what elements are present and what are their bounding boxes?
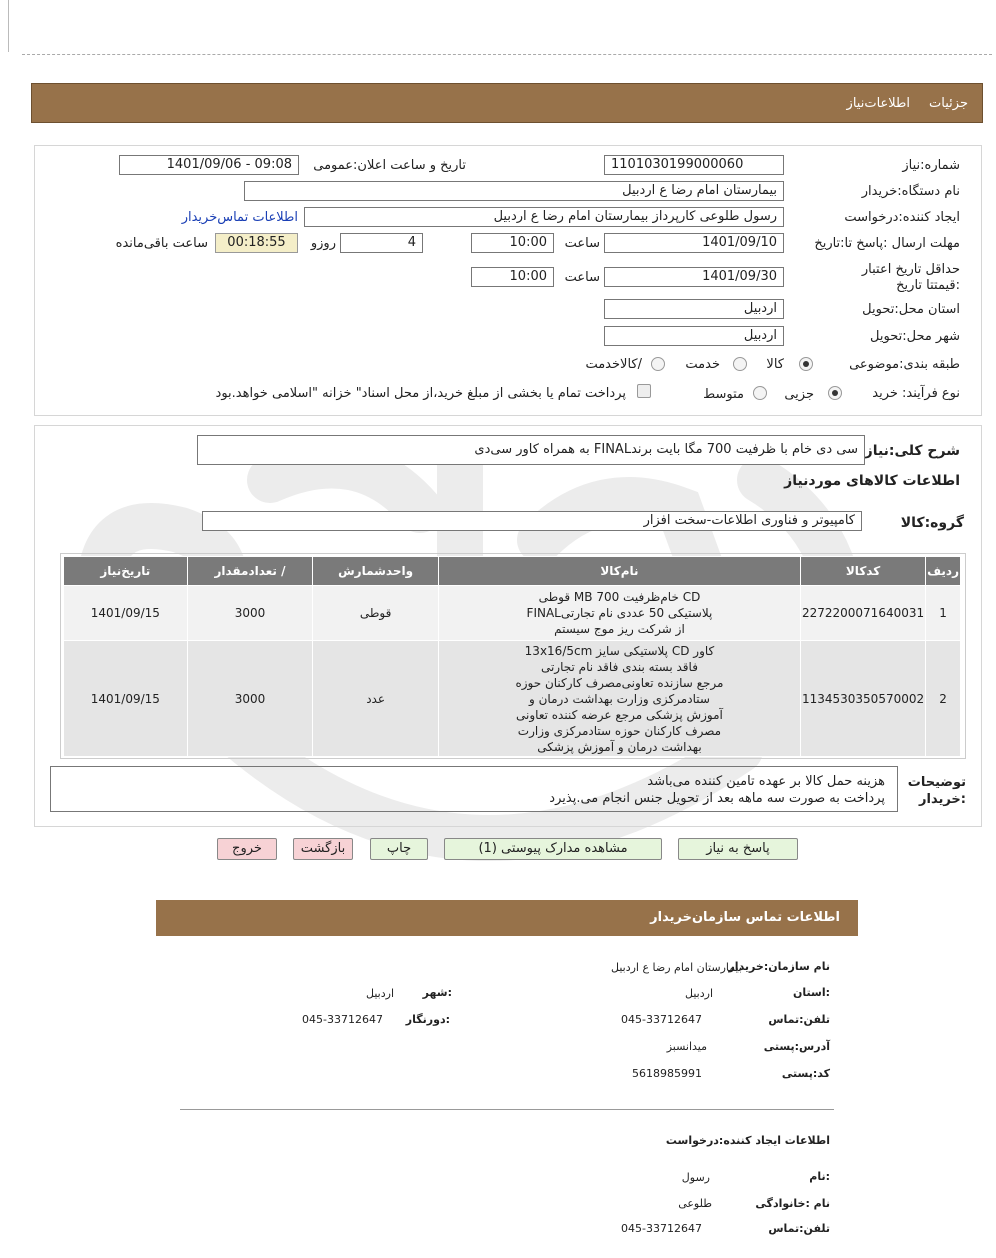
cell-date: 1401/09/15 [64,586,188,641]
validity-date-field: 1401/09/30 [604,267,784,287]
family-label: نام :خانوادگی [755,1197,830,1210]
buyer-contact-link[interactable]: اطلاعات تماس‌خریدار [181,210,298,225]
cell-name [438,641,800,757]
fax-label: :دورنگار [405,1013,450,1026]
creator-field: رسول طلوعی کارپرداز بیمارستان امام رضا ع اردبیل [304,207,784,227]
treasury-payment-note: پرداخت تمام یا بخشی از مبلغ خرید،از محل اسناد" خزانه "اسلامی خواهد.بود [215,386,626,401]
buyer-contact-header [156,900,858,936]
cell-row: 2 [926,641,961,757]
category-goods-label: کالا [766,357,784,372]
table-row [64,641,961,757]
col-code: کدکالا [800,557,925,586]
remaining-label: ساعت باقی‌مانده [115,236,208,251]
province-label: استان محل:تحویل [862,302,960,317]
validity-time-field: 10:00 [471,267,554,287]
name-line: CD خام‌ظرفیت 700 MB قوطی [538,590,701,604]
note-line-2: پرداخت به صورت سه ماهه بعد از تحویل جنس انجام می‌.پذیرد [549,791,885,806]
remaining-timer: 00:18:55 [215,233,298,253]
table-row [64,586,961,641]
days-label: روزو [310,236,336,251]
cell-code: 1134530350570002 [800,641,925,757]
deadline-date-field: 1401/09/10 [604,233,784,253]
city-field: اردبیل [604,326,784,346]
process-minor-radio[interactable] [828,386,842,400]
family-value: طلوعی [678,1197,712,1210]
contact-phone-label: تلفن:تماس [768,1013,830,1026]
deadline-time-label: ساعت [564,236,600,251]
cell-name [438,586,800,641]
fax-value: 045-33712647 [302,1013,383,1026]
validity-label: حداقل تاریخ اعتبار :قیمتتا تاریخ [861,262,960,293]
name-line: فاقد بسته بندی فاقد نام تجارتی [540,659,698,674]
cell-code: 2272200071640031 [800,586,925,641]
buyer-notes-label: توضیحات :خریدار [907,775,966,807]
col-name: نام‌کالا [438,557,800,586]
postal-value: 5618985991 [632,1067,702,1080]
creator-phone-label: تلفن:تماس [768,1222,830,1235]
goods-table [63,556,961,757]
buyer-field: بیمارستان امام رضا ع اردبیل [244,181,784,201]
col-qty: / تعدادمقدار [187,557,313,586]
process-medium-label: متوسط [703,387,744,402]
cell-qty: 3000 [187,641,313,757]
creator-info-title: اطلاعات ایجاد کننده:درخواست [665,1134,830,1147]
cell-date: 1401/09/15 [64,641,188,757]
cell-qty: 3000 [187,586,313,641]
category-goods-radio[interactable] [799,357,813,371]
name-line: کاور CD پلاستیکی سایز 13x16/5cm [524,643,715,658]
need-info-tab[interactable]: اطلاعات‌نیاز [846,96,910,111]
creator-label: ایجاد کننده:درخواست [844,210,960,225]
announce-field: 1401/09/06 - 09:08 [119,155,299,175]
details-header [31,83,983,123]
postal-label: کد:پستی [781,1067,830,1080]
cell-row: 1 [926,586,961,641]
address-value: میدانسبز [666,1040,707,1053]
treasury-payment-checkbox[interactable] [637,384,651,398]
view-documents-button[interactable]: مشاهده مدارک پیوستی (1) [444,838,662,860]
category-both-radio[interactable] [651,357,665,371]
org-value: بیمارستان امام رضا ع اردبیل [610,961,742,974]
process-minor-label: جزیی [784,387,814,402]
buyer-contact-title: اطلاعات تماس سازمان‌خریدار [650,910,840,925]
exit-button[interactable]: خروج [217,838,277,860]
name-label: :نام [809,1170,830,1183]
category-service-label: خدمت [685,357,720,372]
contact-divider [180,1109,834,1110]
need-number-field: 1101030199000060 [604,155,784,175]
contact-city-label: :شهر [422,986,452,999]
left-border [8,0,9,52]
name-line: پلاستیکی 50 عددی نام تجارتیFINAL [526,606,713,620]
name-value: رسول [681,1171,710,1184]
col-row: ردیف [926,557,961,586]
col-unit: واحدشمارش [313,557,439,586]
announce-label: تاریخ و ساعت اعلان:عمومی [313,158,466,173]
details-tab[interactable]: جزئیات [929,96,968,111]
buyer-label: نام دستگاه:خریدار [861,184,960,199]
creator-phone-value: 045-33712647 [621,1222,702,1235]
name-line: از شرکت ریز موج سیستم [554,622,685,636]
print-button[interactable]: چاپ [370,838,428,860]
validity-time-label: ساعت [564,270,600,285]
need-number-label: شماره:نیاز [902,158,960,173]
cell-unit: عدد [313,641,439,757]
back-button[interactable]: بازگشت [293,838,353,860]
deadline-time-field: 10:00 [471,233,554,253]
category-service-radio[interactable] [733,357,747,371]
goods-group-label: گروه:کالا [900,515,964,531]
city-label: شهر محل:تحویل [870,329,960,344]
category-label: طبقه بندی:موضوعی [849,357,960,372]
top-divider [22,54,992,55]
province-field: اردبیل [604,299,784,319]
contact-phone-value: 045-33712647 [621,1013,702,1026]
note-line-1: هزینه حمل کالا بر عهده تامین کننده می‌باشد [647,774,885,789]
goods-info-label: اطلاعات کالاهای موردنیاز [784,473,960,489]
name-line: مرجع سازنده تعاونی‌مصرف کارکنان حوزه [515,675,724,690]
deadline-label: مهلت ارسال :پاسخ تا:تاریخ [814,236,960,251]
reply-button[interactable]: پاسخ به نیاز [678,838,798,860]
contact-province-label: :استان [793,986,830,999]
contact-city-value: اردبیل [366,987,394,1000]
org-label: نام سازمان:خریدار [728,960,830,973]
category-both-label: /کالاخدمت [585,357,642,372]
name-line: آموزش پزشکی مرجع عرضه کننده تعاونی [516,707,723,722]
goods-group-field: کامپیوتر و فناوری اطلاعات-سخت افزار [202,511,862,531]
general-description-label: شرح کلی:نیاز [864,443,960,459]
days-field: 4 [340,233,423,253]
address-label: آدرس:پستی [763,1040,830,1053]
cell-unit: قوطی [313,586,439,641]
contact-province-value: اردبیل [685,987,713,1000]
name-line: بهداشت درمان و آموزش پزشکی [537,739,702,754]
name-line: ستادمرکزی وزارت بهداشت درمان و [529,691,710,706]
col-date: تاریخ‌نیاز [64,557,188,586]
general-description-field: سی دی خام با ظرفیت 700 مگا بایت برندFINAL به همراه کاور سی‌دی [197,435,865,465]
name-line: مصرف کارکنان حوزه ستادمرکزی وزارت [517,723,722,738]
process-medium-radio[interactable] [753,386,767,400]
buyer-notes-box [50,766,898,812]
process-label: نوع فرآیند: خرید [872,386,960,401]
